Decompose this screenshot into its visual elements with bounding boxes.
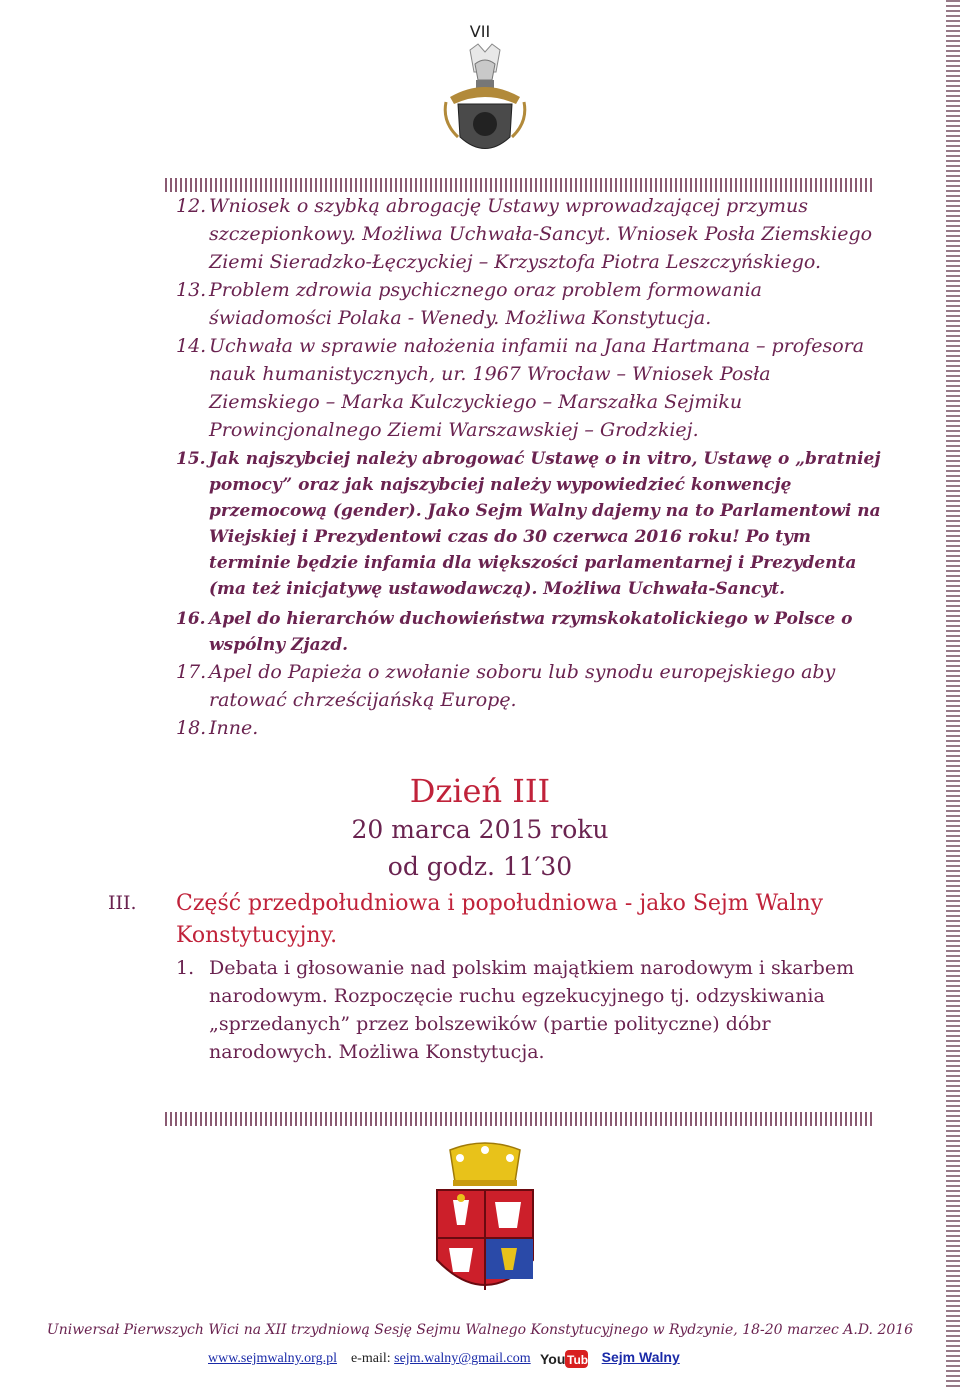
email-label: e-mail:	[350, 1351, 391, 1367]
decorative-rule-bottom	[165, 1112, 875, 1126]
decorative-rule-top	[165, 178, 875, 192]
youtube-tube: Tube	[567, 1353, 595, 1367]
email-link[interactable]: sejm.walny@gmail.com	[394, 1351, 531, 1367]
list-item: 15. Jak najszybciej należy abrogować Ustawę o in vitro, Ustawę o „bratniej pomocy” oraz jak najszybciej należy wypowiedzieć konwencję przemocową (gender). Jako Sejm Walny dajemy na to Parlamentowi na Wiejskiej i Prezydentowi czas do 30 czerwca 2016 roku! Po tym terminie będzie infamia dla większości parlamentarnej i Prezydenta (ma też inicjatywę ustawodawczą). Możliwa Uchwała-Sancyt.	[176, 449, 881, 599]
section-list-item: 1. Debata i głosowanie nad polskim majątkiem narodowym i skarbem narodowym. Rozpoczęcie ruchu egzekucyjnego tj. odzyskiwania „sprzedanych” przez bolszewików (partie polityczne) dóbr narodowych. Możliwa Konstytucja.	[176, 957, 855, 1063]
day-time: od godz. 11′30	[387, 852, 573, 881]
coat-of-arms-top-icon	[440, 42, 530, 162]
day-date: 20 marca 2015 roku	[351, 815, 609, 844]
day-title: Dzień III	[409, 772, 551, 810]
list-item: 13. Problem zdrowia psychicznego oraz problem formowania świadomości Polaka - Wenedy. Możliwa Konstytucja.	[176, 279, 762, 329]
section-number: III.	[108, 892, 137, 914]
youtube-logo-icon[interactable]	[540, 1348, 595, 1370]
coat-of-arms-bottom-icon	[425, 1140, 545, 1310]
footer-contacts	[208, 1348, 680, 1370]
footer-title: Uniwersał Pierwszych Wici na XII trzydniową Sesję Sejmu Walnego Konstytucyjnego w Rydzynie, 18-20 marzec A.D. 2016	[46, 1322, 914, 1338]
list-item: 12. Wniosek o szybką abrogację Ustawy wprowadzającej przymus szczepionkowy. Możliwa Uchwała-Sancyt. Wniosek Posła Ziemskiego Ziemi Sieradzko-Łęczyckiej – Krzysztofa Piotra Leszczyńskiego.	[176, 195, 873, 273]
section-title: Część przedpołudniowa i popołudniowa - jako Sejm Walny Konstytucyjny.	[176, 891, 824, 948]
list-item: 18. Inne.	[176, 717, 259, 739]
page-border	[946, 0, 960, 1390]
page-number: VII	[469, 22, 491, 41]
channel-link[interactable]: Sejm Walny	[601, 1349, 680, 1366]
website-link[interactable]: www.sejmwalny.org.pl	[208, 1351, 337, 1367]
list-item: 14. Uchwała w sprawie nałożenia infamii na Jana Hartmana – profesora nauk humanistycznych, ur. 1967 Wrocław – Wniosek Posła Ziemskiego – Marka Kulczyckiego – Marszałka Sejmiku Prowincjonalnego Ziemi Warszawskiej – Grodzkiej.	[176, 335, 865, 441]
list-item: 17. Apel do Papieża o zwołanie soboru lub synodu europejskiego aby ratować chrześcijańską Europę.	[176, 661, 836, 711]
youtube-you: You	[540, 1351, 566, 1367]
list-item: 16. Apel do hierarchów duchowieństwa rzymskokatolickiego w Polsce o wspólny Zjazd.	[176, 609, 853, 655]
